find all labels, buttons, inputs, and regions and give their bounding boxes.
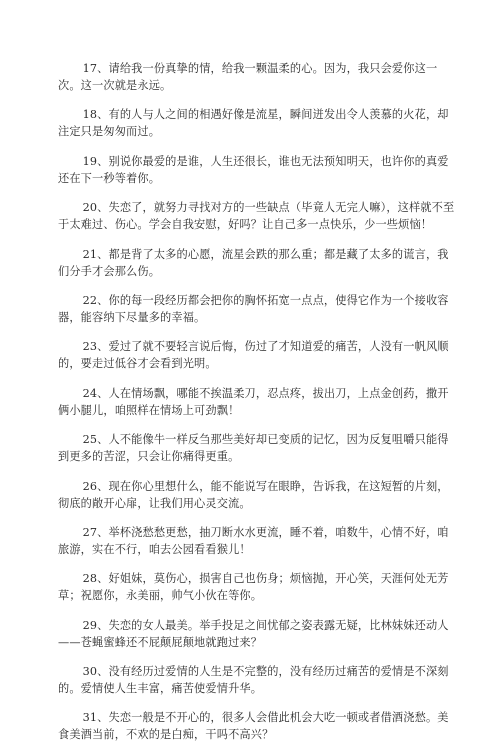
quote-item-26: 26、现在你心里想什么，能不能说写在眼睁，告诉我，在这短暂的片刻，彻底的敞开心扉，让我们用心灵交流。 [58,479,449,510]
quote-list [58,60,458,756]
quote-item-28: 28、好姐妹，莫伤心，损害自己也伤身；烦恼抛，开心笑，天涯何处无芳草；祝愿你，永美丽，帅气小伙在等你。 [58,572,449,603]
quote-item-20: 20、失恋了，就努力寻找对方的一些缺点（毕竟人无完人嘛），这样就不至于太难过、伤心。学会自我安慰，好吗？让自己多一点快乐，少一些烦恼！ [58,201,455,232]
quote-item-22: 22、你的每一段经历都会把你的胸怀拓宽一点点，使得它作为一个接收容器，能容纳下尽量多的幸福。 [58,293,449,324]
quote-item-21: 21、都是背了太多的心愿，流星会跌的那么重；都是藏了太多的谎言，我们分手才会那么伤。 [58,247,449,278]
quote-item-17: 17、请给我一份真挚的情，给我一颗温柔的心。因为，我只会爱你这一次。这一次就是永远。 [58,62,438,92]
quote-item-30: 30、没有经历过爱情的人生是不完整的，没有经历过痛苦的爱情是不深刻的。爱情使人生丰富，痛苦使爱情升华。 [58,665,449,696]
quote-item-23: 23、爱过了就不要轻言说后悔，伤过了才知道爱的痛苦，人没有一帆风顺的，要走过低谷才会看到光明。 [58,340,449,371]
quote-item-31: 31、失恋一般是不开心的，很多人会借此机会大吃一顿或者借酒浇愁。美食美酒当前，不欢的是白痴，干吗不高兴？ [58,711,449,742]
quote-item-18: 18、有的人与人之间的相遇好像是流星，瞬间迸发出令人羡慕的火花，却注定只是匆匆而过。 [58,108,449,139]
quote-item-29: 29、失恋的女人最美。举手投足之间忧郁之姿表露无疑，比林妹妹还动人——苍蝇蜜蜂还不屁颠屁颠地就跑过来？ [58,618,449,649]
quote-item-19: 19、别说你最爱的是谁，人生还很长，谁也无法预知明天，也许你的真爱还在下一秒等着你。 [58,154,449,185]
quote-item-24: 24、人在情场飘，哪能不挨温柔刀，忍点疼，拔出刀，上点金创药，撒开俩小腿儿，咱照样在情场上可劲飘！ [58,386,449,417]
quote-item-27: 27、举杯浇愁愁更愁，抽刀断水水更流，睡不着，咱数牛，心情不好，咱旅游，实在不行，咱去公园看看猴儿！ [58,525,449,556]
quote-item-25: 25、人不能像牛一样反刍那些美好却已变质的记忆，因为反复咀嚼只能得到更多的苦涩，只会让你痛得更重。 [58,433,449,464]
